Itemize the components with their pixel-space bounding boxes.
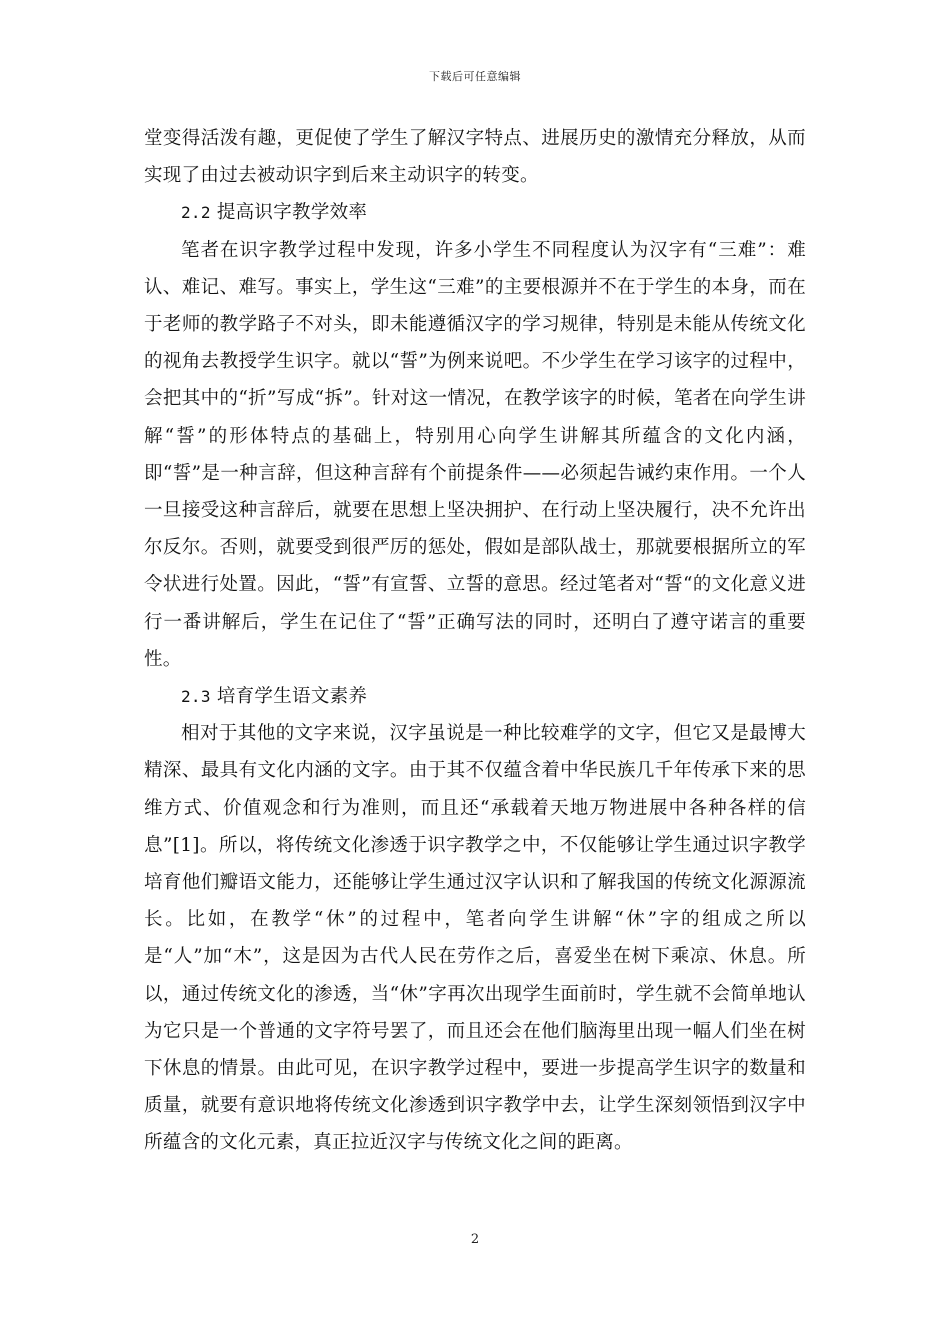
paragraph-continuation: 堂变得活泼有趣，更促使了学生了解汉字特点、进展历史的激情充分释放，从而实现了由过去被动识字到后来主动识字的转变。 bbox=[144, 128, 806, 187]
section-number: 2.3 bbox=[181, 687, 211, 707]
section-number: 2.2 bbox=[181, 203, 211, 223]
page-header: 下载后可任意编辑 bbox=[429, 70, 521, 83]
section-heading-2-3 bbox=[144, 678, 806, 715]
section-title: 培育学生语文素养 bbox=[216, 686, 368, 708]
page-number: 2 bbox=[470, 1232, 480, 1247]
paragraph-efficiency: 笔者在识字教学过程中发现，许多小学生不同程度认为汉字有“三难”：难认、难记、难写。事实上，学生这“三难”的主要根源并不在于学生的本身，而在于老师的教学路子不对头，即未能遵循汉字的学习规律，特别是未能从传统文化的视角去教授学生识字。就以“誓”为例来说吧。不少学生在学习该字的过程中，会把其中的“折”写成“拆”。针对这一情况，在教学该字的时候，笔者在向学生讲解“誓”的形体特点的基础上，特别用心向学生讲解其所蕴含的文化内涵，即“誓”是一种言辞，但这种言辞有个前提条件——必须起告诫约束作用。一个人一旦接受这种言辞后，就要在思想上坚决拥护、在行动上坚决履行，决不允许出尔反尔。否则，就要受到很严厉的惩处，假如是部队战士，那就要根据所立的军令状进行处置。因此，“誓”有宣誓、立誓的意思。经过笔者对“誓“的文化意义进行一番讲解后，学生在记住了“誓”正确写法的同时，还明白了遵守诺言的重要性。 bbox=[144, 239, 806, 670]
section-heading-2-2 bbox=[144, 194, 806, 231]
page-content bbox=[144, 120, 806, 1162]
paragraph-literacy: 相对于其他的文字来说，汉字虽说是一种比较难学的文字，但它又是最博大精深、最具有文化内涵的文字。由于其不仅蕴含着中华民族几千年传承下来的思维方式、价值观念和行为准则，而且还“承载着天地万物进展中各种各样的信息”[1]。所以，将传统文化渗透于识字教学之中，不仅能够让学生通过识字教学培育他们瓣语文能力，还能够让学生通过汉字认识和了解我国的传统文化源源流长。比如，在教学“休”的过程中，笔者向学生讲解“休”字的组成之所以是“人”加“木”，这是因为古代人民在劳作之后，喜爱坐在树下乘凉、休息。所以，通过传统文化的渗透，当“休”字再次出现学生面前时，学生就不会简单地认为它只是一个普通的文字符号罢了，而且还会在他们脑海里出现一幅人们坐在树下休息的情景。由此可见，在识字教学过程中，要进一步提高学生识字的数量和质量，就要有意识地将传统文化渗透到识字教学中去，让学生深刻领悟到汉字中所蕴含的文化元素，真正拉近汉字与传统文化之间的距离。 bbox=[144, 723, 807, 1154]
section-title: 提高识字教学效率 bbox=[216, 202, 368, 224]
